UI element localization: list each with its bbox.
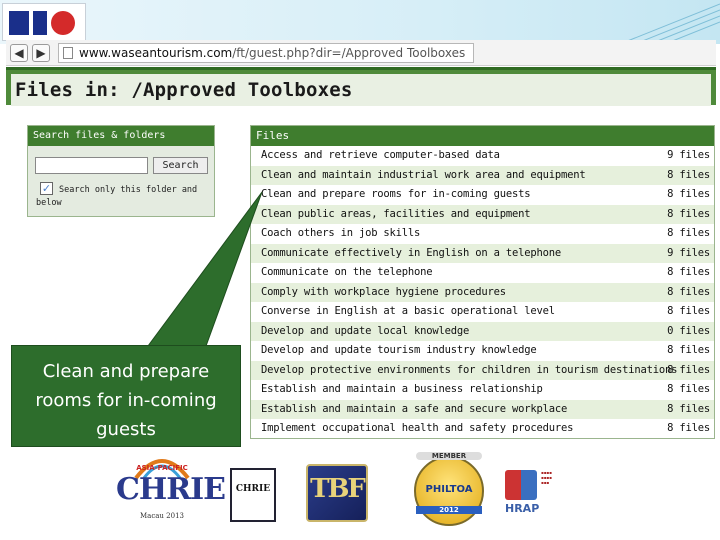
files-panel-title: Files	[251, 126, 714, 146]
hrap-logo: ▪▪▪▪ ▪▪▪▪ ▪▪▪ HRAP	[505, 470, 552, 515]
file-count: 8 files	[667, 422, 710, 434]
back-arrow-icon[interactable]: ◀	[10, 44, 28, 62]
folder-name-link[interactable]: Access and retrieve computer-based data	[261, 149, 500, 161]
folder-name-link[interactable]: Develop protective environments for children in tourism destinations	[261, 363, 678, 376]
folder-name-link[interactable]: Clean public areas, facilities and equipment	[261, 207, 531, 220]
folder-name-link[interactable]: Communicate on the telephone	[261, 266, 433, 278]
folder-name-link[interactable]: Develop and update local knowledge	[261, 324, 470, 337]
callout-box	[11, 345, 241, 447]
search-scope-checkbox[interactable]: ✓	[41, 182, 52, 195]
philtoa-member-logo: MEMBER PHILTOA 2012	[414, 456, 484, 526]
file-count: 8 files	[667, 402, 710, 415]
file-count: 8 files	[667, 363, 710, 376]
asia-pacific-chrie-logo: ASIA-PACIFIC CHRIE Macau 2013	[116, 450, 208, 528]
file-count: 8 files	[667, 168, 710, 181]
file-count: 8 files	[667, 285, 710, 298]
folder-name-link[interactable]: Establish and maintain a safe and secure workplace	[261, 402, 568, 415]
search-panel-title: Search files & folders	[28, 126, 214, 146]
folder-name-link[interactable]: Coach others in job skills	[261, 227, 421, 239]
file-count: 8 files	[667, 305, 710, 317]
url-domain: www.waseantourism.com	[79, 46, 233, 60]
folder-name-link[interactable]: Comply with workplace hygiene procedures	[261, 285, 506, 298]
folder-name-link[interactable]: Develop and update tourism industry knowledge	[261, 344, 537, 356]
file-count: 8 files	[667, 344, 710, 356]
chrie-council-logo: CHRIE	[230, 468, 276, 522]
file-count: 9 files	[667, 149, 710, 161]
folder-name-link[interactable]: Implement occupational health and safety procedures	[261, 422, 574, 434]
file-count: 8 files	[667, 266, 710, 278]
url-path: /ft/guest.php?dir=/Approved Toolboxes	[232, 46, 466, 60]
file-count: 8 files	[667, 207, 710, 220]
file-count: 8 files	[667, 383, 710, 395]
folder-name-link[interactable]: Clean and prepare rooms for in-coming guests	[261, 188, 531, 200]
search-scope-label: Search only this folder and below	[36, 185, 198, 208]
callout-text: Clean and prepare rooms for in-coming guests	[35, 361, 217, 440]
tbf-logo: TBF	[306, 464, 368, 522]
file-count: 9 files	[667, 246, 710, 259]
file-count: 8 files	[667, 227, 710, 239]
folder-name-link[interactable]: Establish and maintain a business relationship	[261, 383, 543, 395]
search-button[interactable]: Search	[153, 157, 208, 174]
forward-arrow-icon[interactable]: ▶	[32, 44, 50, 62]
file-count: 8 files	[667, 188, 710, 200]
file-count: 0 files	[667, 324, 710, 337]
page-title: Files in: /Approved Toolboxes	[11, 74, 711, 106]
folder-name-link[interactable]: Clean and maintain industrial work area and equipment	[261, 168, 586, 181]
partner-logos	[0, 448, 720, 540]
folder-name-link[interactable]: Communicate effectively in English on a telephone	[261, 246, 561, 259]
folder-name-link[interactable]: Converse in English at a basic operational level	[261, 305, 555, 317]
